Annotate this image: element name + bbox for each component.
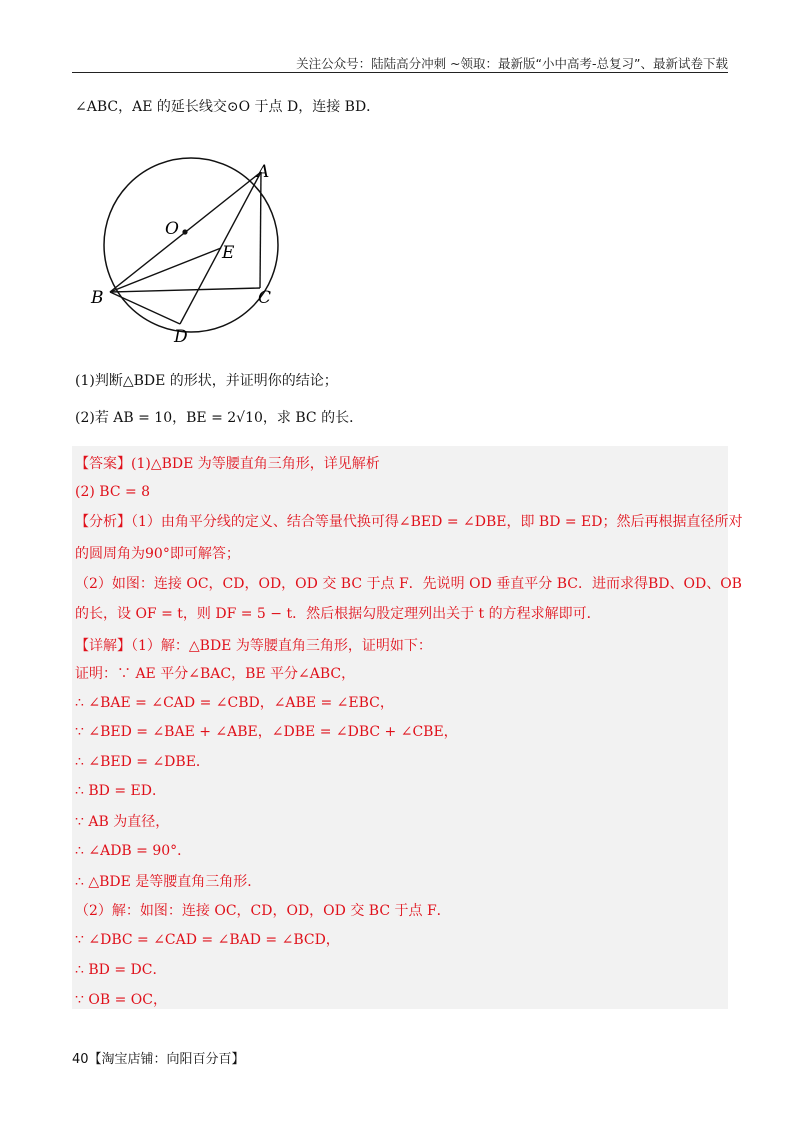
solution-line: ∵ ∠BED = ∠BAE + ∠ABE，∠DBE = ∠DBC + ∠CBE， (75, 724, 458, 740)
header-rule (72, 72, 728, 73)
solution-line: ∴ BD = ED． (75, 783, 166, 799)
segment-be (110, 248, 221, 292)
segment-ac (260, 172, 261, 288)
problem-intro: ∠ABC，AE 的延长线交⊙O 于点 D，连接 BD． (75, 99, 381, 115)
solution-line: ∴ BD = DC． (75, 962, 167, 978)
solution-line: 证明：∵ AE 平分∠BAC，BE 平分∠ABC， (75, 666, 356, 682)
solution-line: （2）解：如图：连接 OC，CD，OD，OD 交 BC 于点 F． (75, 903, 451, 919)
label-c: C (258, 288, 272, 308)
geometry-figure (85, 135, 300, 350)
label-a: A (257, 162, 270, 182)
solution-line: 的长，设 OF = t，则 DF = 5 − t．然后根据勾股定理列出关于 t 的方程求解即可． (75, 606, 601, 622)
solution-line: 【详解】（1）解：△BDE 为等腰直角三角形，证明如下： (75, 638, 432, 654)
center-point (182, 229, 187, 234)
solution-line: 的圆周角为90°即可解答； (75, 546, 240, 562)
page-header: 关注公众号：陆陆高分冲刺 ~领取：最新版“小中高考-总复习”、最新试卷下载 (296, 56, 728, 71)
segment-bc (110, 288, 260, 292)
solution-line: ∴ ∠BAE = ∠CAD = ∠CBD，∠ABE = ∠EBC， (75, 695, 394, 711)
solution-line: (2) BC = 8 (75, 484, 151, 500)
solution-line: ∵ OB = OC， (75, 992, 167, 1008)
label-e: E (222, 243, 235, 263)
solution-line: 【分析】（1）由角平分线的定义、结合等量代换可得∠BED = ∠DBE，即 BD = ED；然后再根据直径所对 (75, 514, 743, 530)
label-d: D (174, 327, 188, 347)
solution-line: ∵ ∠DBC = ∠CAD = ∠BAD = ∠BCD， (75, 932, 340, 948)
solution-line: 【答案】(1)△BDE 为等腰直角三角形，详见解析 (75, 456, 380, 472)
solution-line: ∴ ∠BED = ∠DBE． (75, 754, 210, 770)
circle-o (104, 158, 278, 332)
page-footer (72, 1048, 245, 1067)
label-b: B (91, 288, 104, 308)
solution-line: （2）如图：连接 OC，CD，OD，OD 交 BC 于点 F．先说明 OD 垂直平分 BC．进而求得BD、OD、OB (75, 576, 742, 592)
solution-line: ∴ △BDE 是等腰直角三角形． (75, 874, 262, 890)
question-1: (1)判断△BDE 的形状，并证明你的结论； (75, 373, 338, 389)
shop-name: 【淘宝店铺：向阳百分百】 (88, 1052, 245, 1067)
question-2: (2)若 AB = 10，BE = 2√10，求 BC 的长． (75, 410, 364, 426)
solution-line: ∴ ∠ADB = 90°． (75, 843, 192, 859)
page-number: 40 (72, 1052, 89, 1067)
solution-line: ∵ AB 为直径， (75, 814, 170, 830)
label-o: O (165, 219, 179, 239)
